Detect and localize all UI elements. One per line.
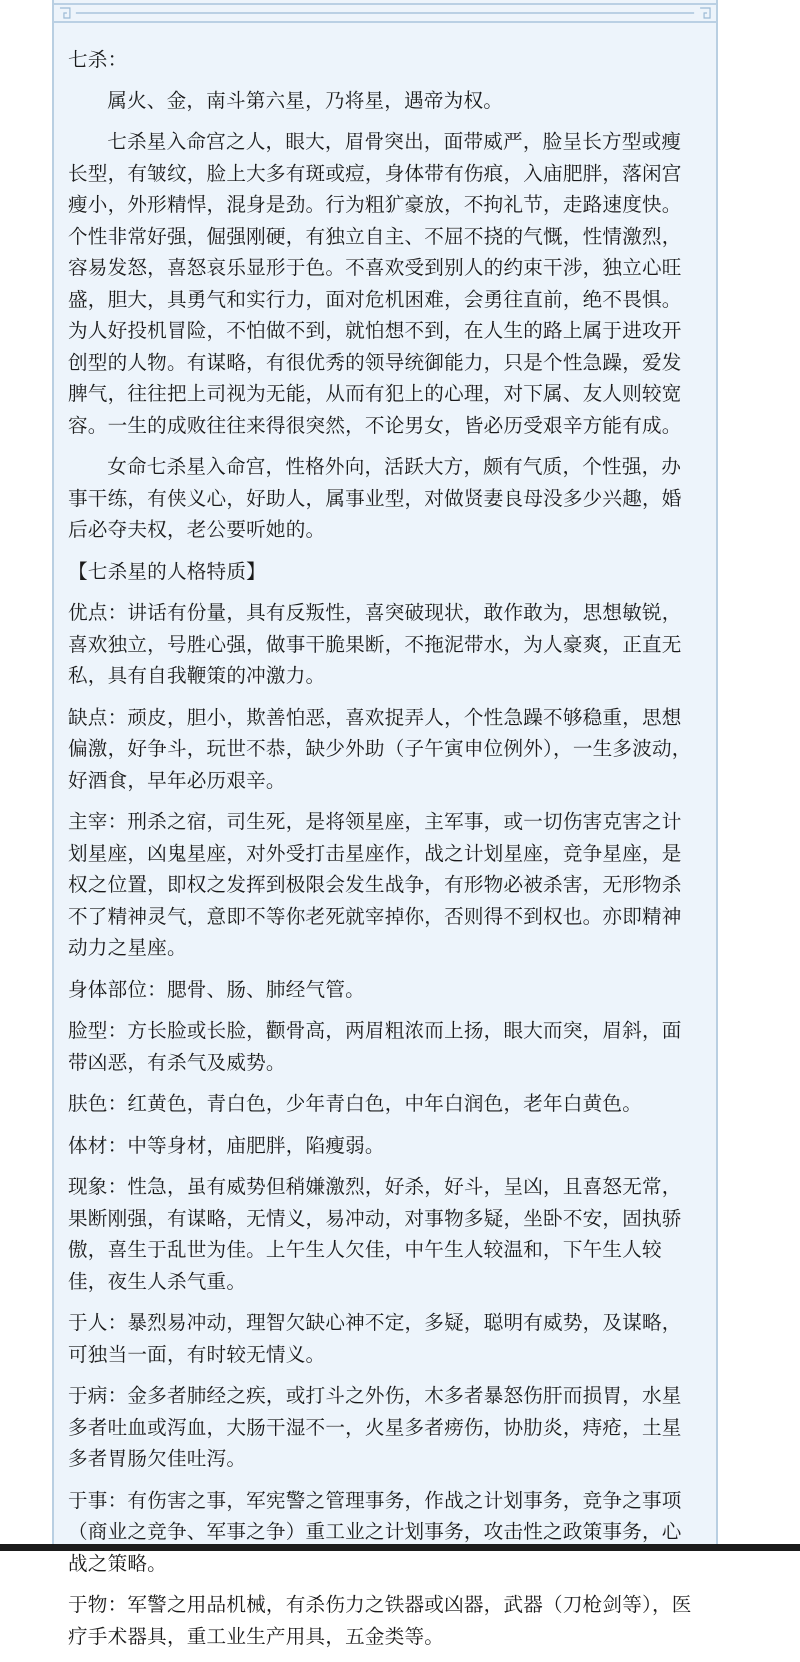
description-paragraph: 七杀星入命宫之人，眼大，眉骨突出，面带威严，脸呈长方型或瘦长型，有皱纹，脸上大多有斑或痘，身体带有伤痕，入庙肥胖，落闲宫瘦小，外形精悍，混身是劲。行为粗犷豪放，不拘礼节，走路速度快。个性非常好强，倔强刚硬，有独立自主、不屈不挠的气慨，性情激烈，容易发怒，喜怒哀乐显形于色。不喜欢受到别人的约束干涉，独立心旺盛，胆大，具勇气和实行力，面对危机困难，会勇往直前，绝不畏惧。为人好投机冒险，不怕做不到，就怕想不到，在人生的路上属于进攻开创型的人物。有谋略，有很优秀的领导统御能力，只是个性急躁，爱发脾气，往往把上司视为无能，从而有犯上的心理，对下属、友人则较宽容。一生的成败往往来得很突然，不论男女，皆必历受艰辛方能有成。 xyxy=(68,130,682,437)
trait-face-shape: 脸型：方长脸或长脸，颧骨高，两眉粗浓而上扬，眼大而突，眉斜，面带凶恶，有杀气及威势。 xyxy=(68,1019,682,1074)
intro-paragraph: 属火、金，南斗第六星，乃将星，遇帝为权。 xyxy=(107,88,504,112)
female-paragraph: 女命七杀星入命宫，性格外向，活跃大方，颇有气质，个性强，办事干练，有侠义心，好助人，属事业型，对做贤妻良母没多少兴趣，婚后必夺夫权，老公要听她的。 xyxy=(68,455,682,541)
trait-people: 于人：暴烈易冲动，理智欠缺心神不定，多疑，聪明有威势，及谋略，可独当一面，有时较无情义。 xyxy=(68,1311,682,1366)
trait-objects: 于物：军警之用品机械，有杀伤力之铁器或凶器，武器（刀枪剑等），医疗手术器具，重工业生产用具，五金类等。 xyxy=(68,1593,692,1648)
trait-phenomena: 现象：性急，虽有威势但稍嫌激烈，好杀，好斗，呈凶，且喜怒无常，果断刚强，有谋略，无情义，易冲动，对事物多疑，坐卧不安，固执骄傲，喜生于乱世为佳。上午生人欠佳，中午生人较温和，下午生人较佳，夜生人杀气重。 xyxy=(68,1175,682,1293)
trait-affairs: 于事：有伤害之事，军宪警之管理事务，作战之计划事务，竞争之事项（商业之竞争、军事之争）重工业之计划事务，攻击性之政策事务，心战之策略。 xyxy=(68,1488,682,1575)
decorative-fret-border xyxy=(54,0,716,30)
trait-complexion: 肤色：红黄色，青白色，少年青白色，中年白润色，老年白黄色。 xyxy=(68,1092,643,1115)
section-heading: 【七杀星的人格特质】 xyxy=(68,559,266,583)
trait-illness: 于病：金多者肺经之疾，或打斗之外伤，木多者暴怒伤肝而损胃，水星多者吐血或泻血，大肠干湿不一，火星多者痨伤，协肋炎，痔疮，土星多者胃肠欠佳吐泻。 xyxy=(68,1384,682,1470)
trait-physique: 体材：中等身材，庙肥胖，陷瘦弱。 xyxy=(68,1133,385,1157)
article-panel xyxy=(52,0,718,1648)
bottom-bar xyxy=(0,1544,800,1551)
section-title: 七杀： xyxy=(68,48,128,71)
trait-strengths: 优点：讲话有份量，具有反叛性，喜突破现状，敢作敢为，思想敏锐，喜欢独立，号胜心强，做事干脆果断，不拖泥带水，为人豪爽，正直无私，具有自我鞭策的冲激力。 xyxy=(68,601,682,687)
trait-governs: 主宰：刑杀之宿，司生死，是将领星座，主军事，或一切伤害克害之计划星座，凶鬼星座，对外受打击星座作，战之计划星座，竞争星座，是权之位置，即权之发挥到极限会发生战争，有形物必被杀害，无形物杀不了精神灵气，意即不等你老死就宰掉你，否则得不到权也。亦即精神动力之星座。 xyxy=(68,810,682,959)
trait-weaknesses: 缺点：顽皮，胆小，欺善怕恶，喜欢捉弄人，个性急躁不够稳重，思想偏激，好争斗，玩世不恭，缺少外助（子午寅申位例外），一生多波动，好酒食，早年必历艰辛。 xyxy=(68,705,692,792)
trait-body-parts: 身体部位：腮骨、肠、肺经气管。 xyxy=(68,977,365,1001)
article-content xyxy=(68,30,700,1662)
